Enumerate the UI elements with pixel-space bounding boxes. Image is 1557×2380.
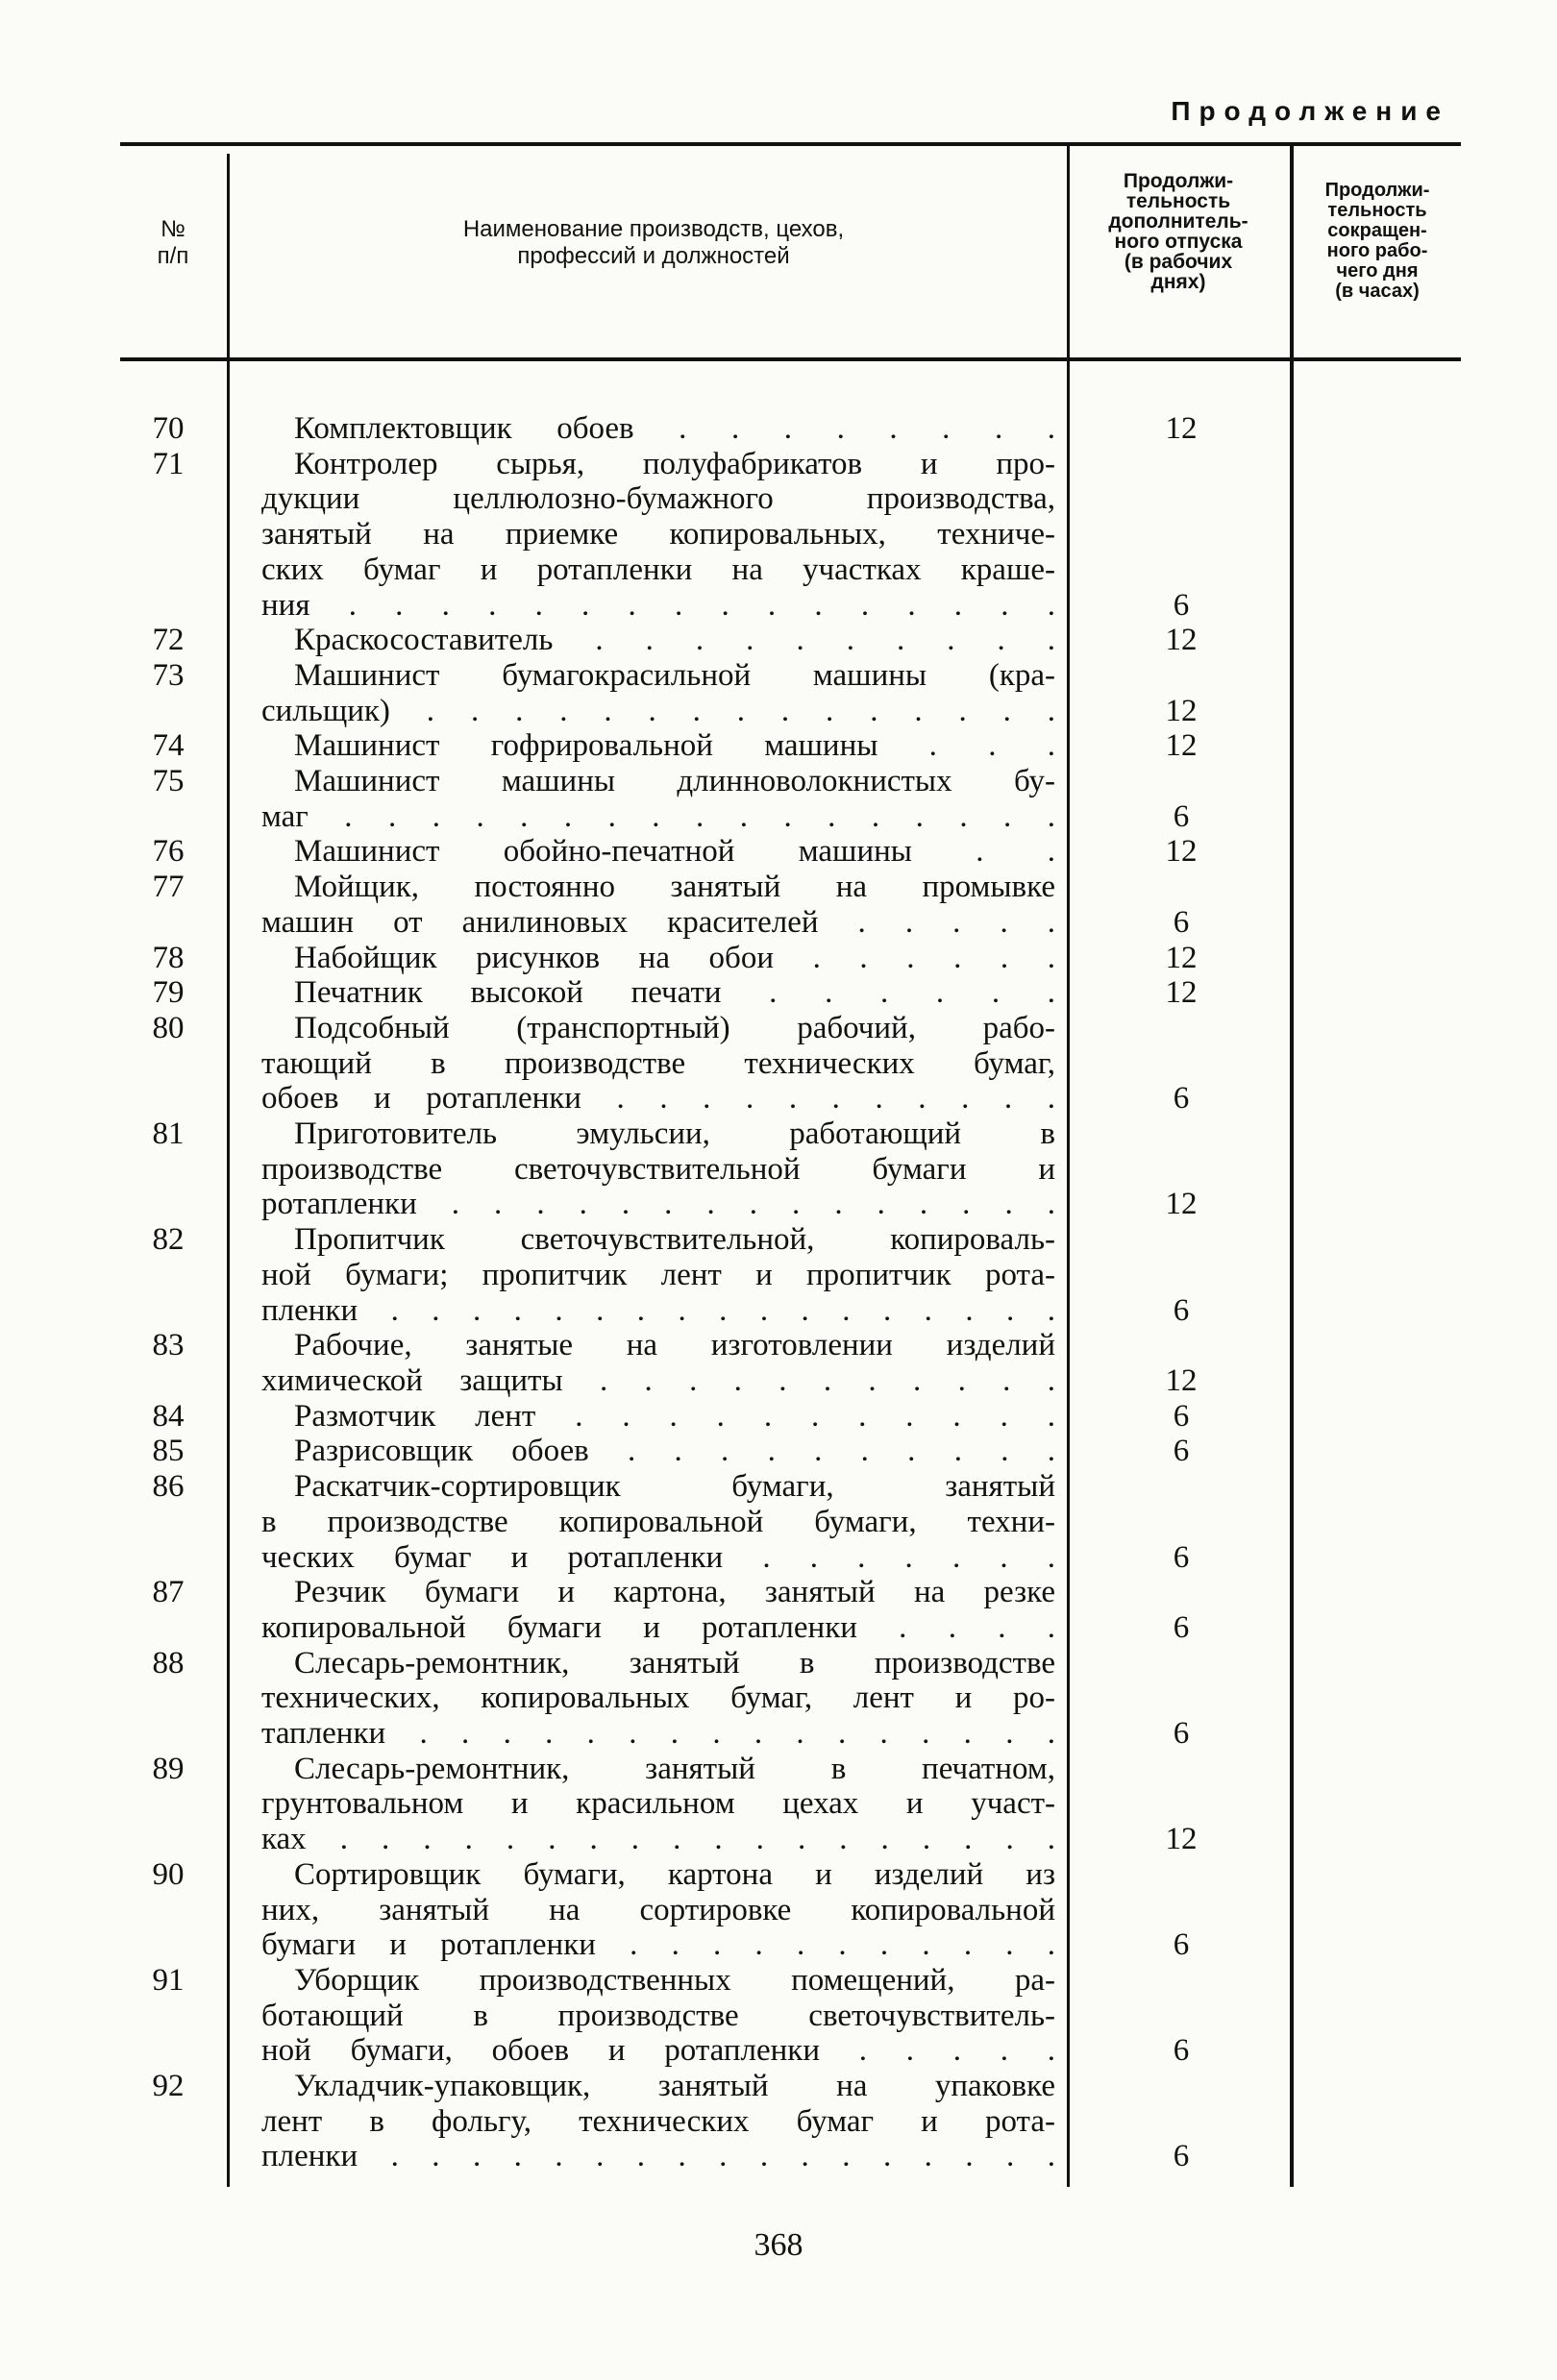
row-name [261, 870, 1055, 940]
row-name-line: Машинист обойно-печатной машины . . [294, 834, 1055, 870]
row-name-line: Контролер сырья, полуфабрикатов и про- [294, 446, 1055, 481]
table-row [0, 1328, 1557, 1398]
row-number: 86 [152, 1469, 185, 1505]
row-name-line: Размотчик лент . . . . . . . . . . . [294, 1398, 1055, 1434]
header-name-line: Наименование производств, цехов, [462, 216, 845, 242]
row-name-line: Машинист бумагокрасильной машины (кра- [294, 657, 1055, 693]
row-name-line: пленки . . . . . . . . . . . . . . . . . [261, 1292, 1055, 1328]
row-name-line: ной бумаги, обоев и ротапленки . . . . . [261, 2033, 1055, 2069]
table-row [0, 1857, 1557, 1963]
header-leave-line: дополнитель- [1108, 210, 1248, 233]
row-name-line: ной бумаги; пропитчик лент и пропитчик рота- [261, 1257, 1055, 1292]
row-name-line: бумаги и ротапленки . . . . . . . . . . . [261, 1927, 1055, 1963]
row-name-line: Резчик бумаги и картона, занятый на резке [294, 1575, 1055, 1610]
header-name [317, 216, 990, 270]
row-extra-leave-value: 6 [1173, 1434, 1190, 1469]
row-name-line: Приготовитель эмульсии, работающий в [294, 1116, 1055, 1152]
header-leave-line: Продолжи- [1123, 170, 1234, 192]
row-name [261, 1011, 1055, 1116]
header-name-line: профессий и должностей [517, 243, 790, 269]
row-number: 77 [152, 870, 185, 905]
table-row [0, 1399, 1557, 1435]
row-extra-leave-value: 6 [1173, 904, 1190, 940]
row-number: 79 [152, 975, 185, 1011]
row-extra-leave-value: 6 [1173, 587, 1190, 623]
row-name-line: Уборщик производственных помещений, ра- [294, 1962, 1055, 1998]
row-number: 74 [152, 728, 185, 764]
row-extra-leave-value: 12 [1165, 975, 1198, 1011]
header-day-line: (в часах) [1335, 281, 1420, 302]
row-name-line: ских бумаг и ротапленки на участках краше- [261, 552, 1055, 587]
row-number: 85 [152, 1434, 185, 1469]
row-name-line: тапленки . . . . . . . . . . . . . . . . [261, 1716, 1055, 1752]
header-leave-line: (в рабочих [1124, 251, 1233, 273]
row-name-line: грунтовальном и красильном цехах и участ- [261, 1786, 1055, 1822]
row-name-line: Пропитчик светочувствительной, копироваль- [294, 1222, 1055, 1258]
row-name [261, 658, 1055, 728]
row-number: 89 [152, 1751, 185, 1786]
row-number: 73 [152, 657, 185, 693]
row-extra-leave-value: 12 [1165, 1362, 1198, 1398]
row-extra-leave-value: 12 [1165, 1187, 1198, 1222]
row-extra-leave-value: 6 [1173, 2139, 1190, 2174]
table-row [0, 975, 1557, 1011]
header-leave-line: ного отпуска [1114, 231, 1243, 253]
row-number: 90 [152, 1856, 185, 1892]
table-row [0, 2069, 1557, 2174]
row-name [261, 1222, 1055, 1328]
table-row [0, 447, 1557, 624]
row-name-line: машин от анилиновых красителей . . . . . [261, 904, 1055, 940]
row-name [261, 447, 1055, 624]
row-number: 88 [152, 1645, 185, 1681]
table-row [0, 1434, 1557, 1469]
row-name [261, 1469, 1055, 1575]
table-row [0, 1963, 1557, 2069]
table-row [0, 623, 1557, 658]
row-name-line: Разрисовщик обоев . . . . . . . . . . [294, 1434, 1055, 1469]
row-name [261, 941, 1055, 976]
table-row [0, 728, 1557, 764]
row-name-line: Набойщик рисунков на обои . . . . . . [294, 940, 1055, 975]
row-name-line: копировальной бумаги и ротапленки . . . . [261, 1609, 1055, 1645]
row-extra-leave-value: 12 [1165, 728, 1198, 764]
row-extra-leave-value: 12 [1165, 834, 1198, 870]
row-name [261, 1646, 1055, 1752]
table-row [0, 1646, 1557, 1752]
row-name-line: Комплектовщик обоев . . . . . . . . [294, 411, 1055, 446]
continued-label: Продолжение [1171, 96, 1449, 126]
row-extra-leave-value: 6 [1173, 1292, 1190, 1328]
row-name [261, 1116, 1055, 1222]
header-number [125, 216, 221, 270]
row-name-line: пленки . . . . . . . . . . . . . . . . . [261, 2139, 1055, 2174]
row-extra-leave-value: 12 [1165, 1822, 1198, 1857]
row-extra-leave-value: 6 [1173, 1609, 1190, 1645]
row-name-line: ния . . . . . . . . . . . . . . . . [261, 587, 1055, 623]
row-extra-leave-value: 6 [1173, 1927, 1190, 1963]
row-name [261, 2069, 1055, 2174]
header-number-line: п/п [157, 243, 189, 269]
row-name [261, 728, 1055, 764]
row-number: 92 [152, 2069, 185, 2104]
row-name [261, 834, 1055, 870]
row-number: 80 [152, 1010, 185, 1045]
row-name [261, 1434, 1055, 1469]
table-row [0, 658, 1557, 728]
table-row [0, 870, 1557, 940]
table-row [0, 834, 1557, 870]
header-short-day [1298, 181, 1457, 302]
row-name [261, 623, 1055, 658]
row-name-line: сильщик) . . . . . . . . . . . . . . . [261, 693, 1055, 728]
row-extra-leave-value: 12 [1165, 623, 1198, 658]
page-number: 368 [754, 2227, 803, 2263]
row-number: 82 [152, 1222, 185, 1258]
table-row [0, 1575, 1557, 1645]
table-header-rule [120, 357, 1461, 361]
table-row [0, 764, 1557, 834]
row-number: 71 [152, 446, 185, 481]
row-name [261, 411, 1055, 447]
row-name-line: в производстве копировальной бумаги, техни- [261, 1504, 1055, 1539]
row-name-line: Подсобный (транспортный) рабочий, рабо- [294, 1010, 1055, 1045]
row-name-line: Слесарь-ремонтник, занятый в производстве [294, 1645, 1055, 1681]
row-extra-leave-value: 6 [1173, 2033, 1190, 2069]
header-day-line: чего дня [1336, 260, 1419, 282]
row-name-line: технических, копировальных бумаг, лент и ро- [261, 1681, 1055, 1716]
header-number-line: № [161, 216, 185, 242]
row-name-line: лент в фольгу, технических бумаг и рота- [261, 2103, 1055, 2139]
table-row [0, 941, 1557, 976]
row-name-line: обоев и ротапленки . . . . . . . . . . . [261, 1081, 1055, 1116]
table-row [0, 1752, 1557, 1857]
row-number: 78 [152, 940, 185, 975]
table-body [0, 411, 1557, 2174]
header-day-line: Продолжи- [1324, 180, 1430, 201]
row-name-line: Краскосоставитель . . . . . . . . . . [294, 623, 1055, 658]
row-extra-leave-value: 12 [1165, 940, 1198, 975]
row-name-line: производстве светочувствительной бумаги и [261, 1151, 1055, 1187]
row-name-line: Раскатчик-сортировщик бумаги, занятый [294, 1469, 1055, 1505]
row-number: 72 [152, 623, 185, 658]
row-name-line: ческих бумаг и ротапленки . . . . . . . [261, 1539, 1055, 1575]
row-name-line: тающий в производстве технических бумаг, [261, 1045, 1055, 1081]
row-extra-leave-value: 12 [1165, 411, 1198, 446]
row-name-line: химической защиты . . . . . . . . . . . [261, 1362, 1055, 1398]
row-name [261, 1399, 1055, 1435]
row-name-line: Машинист гофрировальной машины . . . [294, 728, 1055, 764]
row-name-line: Мойщик, постоянно занятый на промывке [294, 870, 1055, 905]
row-number: 70 [152, 411, 185, 446]
row-number: 91 [152, 1962, 185, 1998]
row-extra-leave-value: 6 [1173, 1081, 1190, 1116]
row-name [261, 1963, 1055, 2069]
row-name [261, 764, 1055, 834]
header-leave-line: днях) [1150, 271, 1206, 293]
row-name-line: Рабочие, занятые на изготовлении изделий [294, 1328, 1055, 1363]
row-name [261, 1575, 1055, 1645]
row-name [261, 1857, 1055, 1963]
table-row [0, 1469, 1557, 1575]
header-day-line: ного рабо- [1326, 240, 1428, 261]
row-extra-leave-value: 6 [1173, 1398, 1190, 1434]
header-extra-leave [1072, 171, 1285, 292]
table-row [0, 1116, 1557, 1222]
row-number: 83 [152, 1328, 185, 1363]
row-number: 76 [152, 834, 185, 870]
row-extra-leave-value: 6 [1173, 1716, 1190, 1752]
row-name-line: них, занятый на сортировке копировальной [261, 1892, 1055, 1927]
row-number: 75 [152, 764, 185, 799]
row-name-line: дукции целлюлозно-бумажного производства, [261, 481, 1055, 517]
header-day-line: сокращен- [1327, 220, 1427, 241]
row-extra-leave-value: 6 [1173, 798, 1190, 834]
row-name-line: Сортировщик бумаги, картона и изделий из [294, 1856, 1055, 1892]
row-name [261, 1328, 1055, 1398]
row-name-line: ках . . . . . . . . . . . . . . . . . . [261, 1822, 1055, 1857]
table-row [0, 1011, 1557, 1116]
row-number: 87 [152, 1575, 185, 1610]
row-name-line: занятый на приемке копировальных, техниче- [261, 517, 1055, 552]
row-name-line: Укладчик-упаковщик, занятый на упаковке [294, 2069, 1055, 2104]
header-leave-line: тельность [1125, 190, 1231, 212]
row-name-line: Слесарь-ремонтник, занятый в печатном, [294, 1751, 1055, 1786]
header-day-line: тельность [1327, 200, 1427, 221]
row-extra-leave-value: 6 [1173, 1539, 1190, 1575]
row-name-line: маг . . . . . . . . . . . . . . . . . [261, 798, 1055, 834]
row-extra-leave-value: 12 [1165, 693, 1198, 728]
row-name-line: ботающий в производстве светочувствитель- [261, 1998, 1055, 2033]
table-row [0, 1222, 1557, 1328]
row-name [261, 1752, 1055, 1857]
row-number: 84 [152, 1398, 185, 1434]
row-name-line: ротапленки . . . . . . . . . . . . . . . [261, 1187, 1055, 1222]
row-name [261, 975, 1055, 1011]
row-number: 81 [152, 1116, 185, 1152]
table-top-rule [120, 142, 1461, 146]
row-name-line: Машинист машины длинноволокнистых бу- [294, 764, 1055, 799]
table-row [0, 411, 1557, 447]
row-name-line: Печатник высокой печати . . . . . . [294, 975, 1055, 1011]
